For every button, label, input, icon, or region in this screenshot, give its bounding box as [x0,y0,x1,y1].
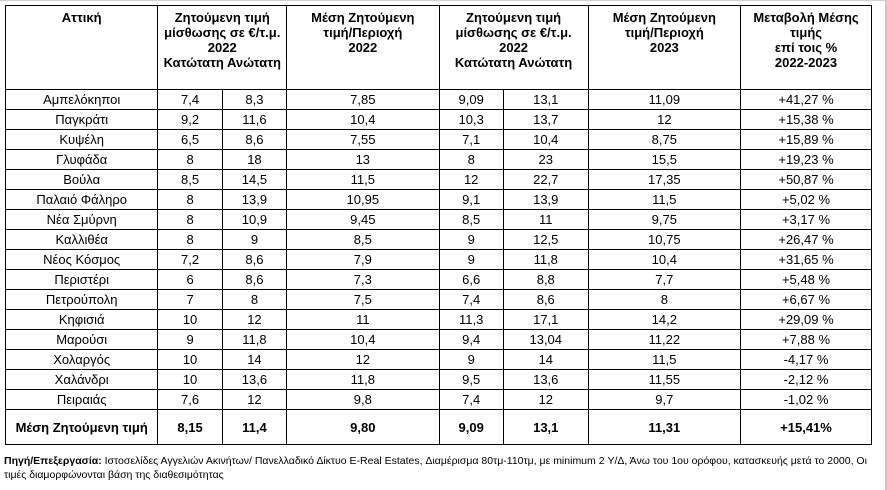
cell-min-2022: 7,4 [158,90,222,110]
cell-avg-2022: 10,4 [287,110,439,130]
cell-max-2022: 13,9 [222,190,286,210]
cell-max-2023: 11,8 [503,250,588,270]
cell-max-2023: 13,9 [503,190,588,210]
cell-max-2022: 11,8 [222,330,286,350]
cell-avg-2022: 9,8 [287,390,439,410]
cell-change: +31,65 % [741,250,872,270]
cell-change: -2,12 % [741,370,872,390]
cell-area: Πετρούπολη [6,290,158,310]
cell-avg-2023: 11,09 [588,90,740,110]
cell-avg-2023: 8 [588,290,740,310]
header-avg-2022: Μέση Ζητούμενη τιμή/Περιοχή 2022 [287,6,439,90]
header-area: Αττική [6,6,158,90]
cell-area: Πειραιάς [6,390,158,410]
cell-min-2022: 8 [158,190,222,210]
cell-max-2022: 8,6 [222,250,286,270]
cell-min-2023: 9,4 [439,330,503,350]
cell-area: Χαλάνδρι [6,370,158,390]
cell-avg-2023: 7,7 [588,270,740,290]
cell-min-2022: 7 [158,290,222,310]
avg-cell-avg-2023: 11,31 [588,410,740,445]
cell-area: Παλαιό Φάληρο [6,190,158,210]
cell-avg-2023: 10,4 [588,250,740,270]
table-row [6,170,872,190]
cell-avg-2022: 7,9 [287,250,439,270]
cell-avg-2023: 15,5 [588,150,740,170]
table-row [6,390,872,410]
cell-max-2023: 22,7 [503,170,588,190]
cell-avg-2022: 7,55 [287,130,439,150]
cell-min-2023: 7,4 [439,290,503,310]
cell-avg-2022: 11,8 [287,370,439,390]
cell-min-2022: 7,6 [158,390,222,410]
cell-avg-2023: 11,22 [588,330,740,350]
table-row [6,190,872,210]
table-row [6,330,872,350]
cell-avg-2022: 11 [287,310,439,330]
cell-change: +5,02 % [741,190,872,210]
cell-min-2022: 8 [158,230,222,250]
table-body [6,90,872,445]
avg-cell-max-2022: 11,4 [222,410,286,445]
table-row [6,290,872,310]
cell-min-2022: 9,2 [158,110,222,130]
cell-min-2022: 8 [158,150,222,170]
cell-max-2023: 13,1 [503,90,588,110]
table-row [6,350,872,370]
cell-change: +3,17 % [741,210,872,230]
header-avg-2023: Μέση Ζητούμενη τιμή/Περιοχή 2023 [588,6,740,90]
cell-max-2022: 14,5 [222,170,286,190]
table-row [6,90,872,110]
cell-avg-2023: 8,75 [588,130,740,150]
table-row [6,370,872,390]
cell-change: -1,02 % [741,390,872,410]
cell-avg-2022: 9,45 [287,210,439,230]
cell-min-2022: 8,5 [158,170,222,190]
cell-avg-2023: 14,2 [588,310,740,330]
table-row [6,230,872,250]
rent-price-table [5,5,872,445]
cell-max-2023: 13,7 [503,110,588,130]
cell-max-2022: 12 [222,390,286,410]
cell-max-2022: 14 [222,350,286,370]
header-row [6,6,872,90]
cell-avg-2023: 11,55 [588,370,740,390]
cell-avg-2023: 12 [588,110,740,130]
cell-max-2023: 12 [503,390,588,410]
cell-min-2022: 10 [158,370,222,390]
cell-max-2022: 8,3 [222,90,286,110]
cell-change: +6,67 % [741,290,872,310]
cell-max-2023: 11 [503,210,588,230]
cell-max-2023: 10,4 [503,130,588,150]
avg-cell-min-2023: 9,09 [439,410,503,445]
cell-max-2022: 13,6 [222,370,286,390]
footnote-label: Πηγή/Επεξεργασία: [4,455,102,467]
cell-avg-2023: 10,75 [588,230,740,250]
avg-cell-area: Μέση Ζητούμενη τιμή [6,410,158,445]
cell-min-2023: 10,3 [439,110,503,130]
cell-min-2022: 10 [158,350,222,370]
avg-cell-avg-2022: 9,80 [287,410,439,445]
header-range-2023: Ζητούμενη τιμή μίσθωσης σε €/τ.μ. 2022 Κατώτατη Ανώτατη [439,6,588,90]
cell-min-2023: 12 [439,170,503,190]
cell-avg-2022: 7,5 [287,290,439,310]
cell-area: Βούλα [6,170,158,190]
cell-min-2022: 6 [158,270,222,290]
cell-area: Παγκράτι [6,110,158,130]
cell-avg-2022: 10,95 [287,190,439,210]
table-row [6,130,872,150]
cell-area: Κηφισιά [6,310,158,330]
cell-min-2022: 7,2 [158,250,222,270]
cell-change: +15,38 % [741,110,872,130]
cell-max-2023: 8,6 [503,290,588,310]
cell-avg-2023: 9,7 [588,390,740,410]
table-row [6,210,872,230]
avg-cell-min-2022: 8,15 [158,410,222,445]
cell-max-2022: 12 [222,310,286,330]
cell-change: +5,48 % [741,270,872,290]
cell-avg-2022: 10,4 [287,330,439,350]
cell-max-2022: 8,6 [222,130,286,150]
cell-avg-2023: 11,5 [588,190,740,210]
cell-min-2023: 8 [439,150,503,170]
cell-avg-2022: 13 [287,150,439,170]
cell-max-2022: 10,9 [222,210,286,230]
cell-avg-2023: 17,35 [588,170,740,190]
table-row [6,250,872,270]
cell-area: Νέος Κόσμος [6,250,158,270]
avg-cell-change: +15,41% [741,410,872,445]
cell-min-2022: 10 [158,310,222,330]
cell-min-2022: 9 [158,330,222,350]
cell-min-2023: 9 [439,230,503,250]
cell-avg-2022: 7,3 [287,270,439,290]
cell-min-2023: 8,5 [439,210,503,230]
cell-max-2022: 8,6 [222,270,286,290]
cell-max-2022: 9 [222,230,286,250]
cell-area: Κυψέλη [6,130,158,150]
cell-area: Περιστέρι [6,270,158,290]
cell-change: +50,87 % [741,170,872,190]
cell-min-2022: 8 [158,210,222,230]
cell-max-2022: 18 [222,150,286,170]
cell-max-2023: 13,04 [503,330,588,350]
header-range-2022: Ζητούμενη τιμή μίσθωσης σε €/τ.μ. 2022 Κατώτατη Ανώτατη [158,6,287,90]
cell-min-2023: 9,09 [439,90,503,110]
cell-area: Νέα Σμύρνη [6,210,158,230]
cell-avg-2022: 11,5 [287,170,439,190]
cell-area: Γλυφάδα [6,150,158,170]
cell-min-2023: 9,5 [439,370,503,390]
cell-change: +41,27 % [741,90,872,110]
cell-min-2023: 9,1 [439,190,503,210]
cell-change: +7,88 % [741,330,872,350]
cell-max-2023: 23 [503,150,588,170]
cell-max-2023: 8,8 [503,270,588,290]
cell-avg-2022: 8,5 [287,230,439,250]
table-row [6,110,872,130]
cell-avg-2022: 7,85 [287,90,439,110]
avg-cell-max-2023: 13,1 [503,410,588,445]
cell-area: Χολαργός [6,350,158,370]
cell-change: +29,09 % [741,310,872,330]
cell-min-2022: 6,5 [158,130,222,150]
cell-change: +19,23 % [741,150,872,170]
cell-min-2023: 9 [439,250,503,270]
cell-min-2023: 7,4 [439,390,503,410]
cell-avg-2023: 11,5 [588,350,740,370]
cell-avg-2022: 12 [287,350,439,370]
cell-min-2023: 9 [439,350,503,370]
cell-max-2023: 17,1 [503,310,588,330]
cell-change: +15,89 % [741,130,872,150]
table-row [6,310,872,330]
cell-area: Καλλιθέα [6,230,158,250]
source-footnote [4,454,874,482]
cell-max-2022: 8 [222,290,286,310]
cell-avg-2023: 9,75 [588,210,740,230]
cell-change: -4,17 % [741,350,872,370]
cell-area: Αμπελόκηποι [6,90,158,110]
header-change: Μεταβολή Μέσης τιμής επί τοις % 2022-2023 [741,6,872,90]
cell-max-2023: 12,5 [503,230,588,250]
cell-max-2023: 13,6 [503,370,588,390]
footnote-text: Ιστοσελίδες Αγγελιών Ακινήτων/ Πανελλαδικό Δίκτυο E-Real Estates, Διαμέρισμα 80τμ-110τμ, με minimum 2 Υ/Δ, Άνω του 1ου ορόφου, κατασκευής μετά το 2000, Οι τιμές διαμορφώνονται βάση της διαθεσιμότητας [4,455,867,481]
cell-min-2023: 11,3 [439,310,503,330]
average-row [6,410,872,445]
cell-min-2023: 7,1 [439,130,503,150]
cell-change: +26,47 % [741,230,872,250]
table-row [6,270,872,290]
table-row [6,150,872,170]
cell-max-2023: 14 [503,350,588,370]
cell-min-2023: 6,6 [439,270,503,290]
cell-max-2022: 11,6 [222,110,286,130]
cell-area: Μαρούσι [6,330,158,350]
